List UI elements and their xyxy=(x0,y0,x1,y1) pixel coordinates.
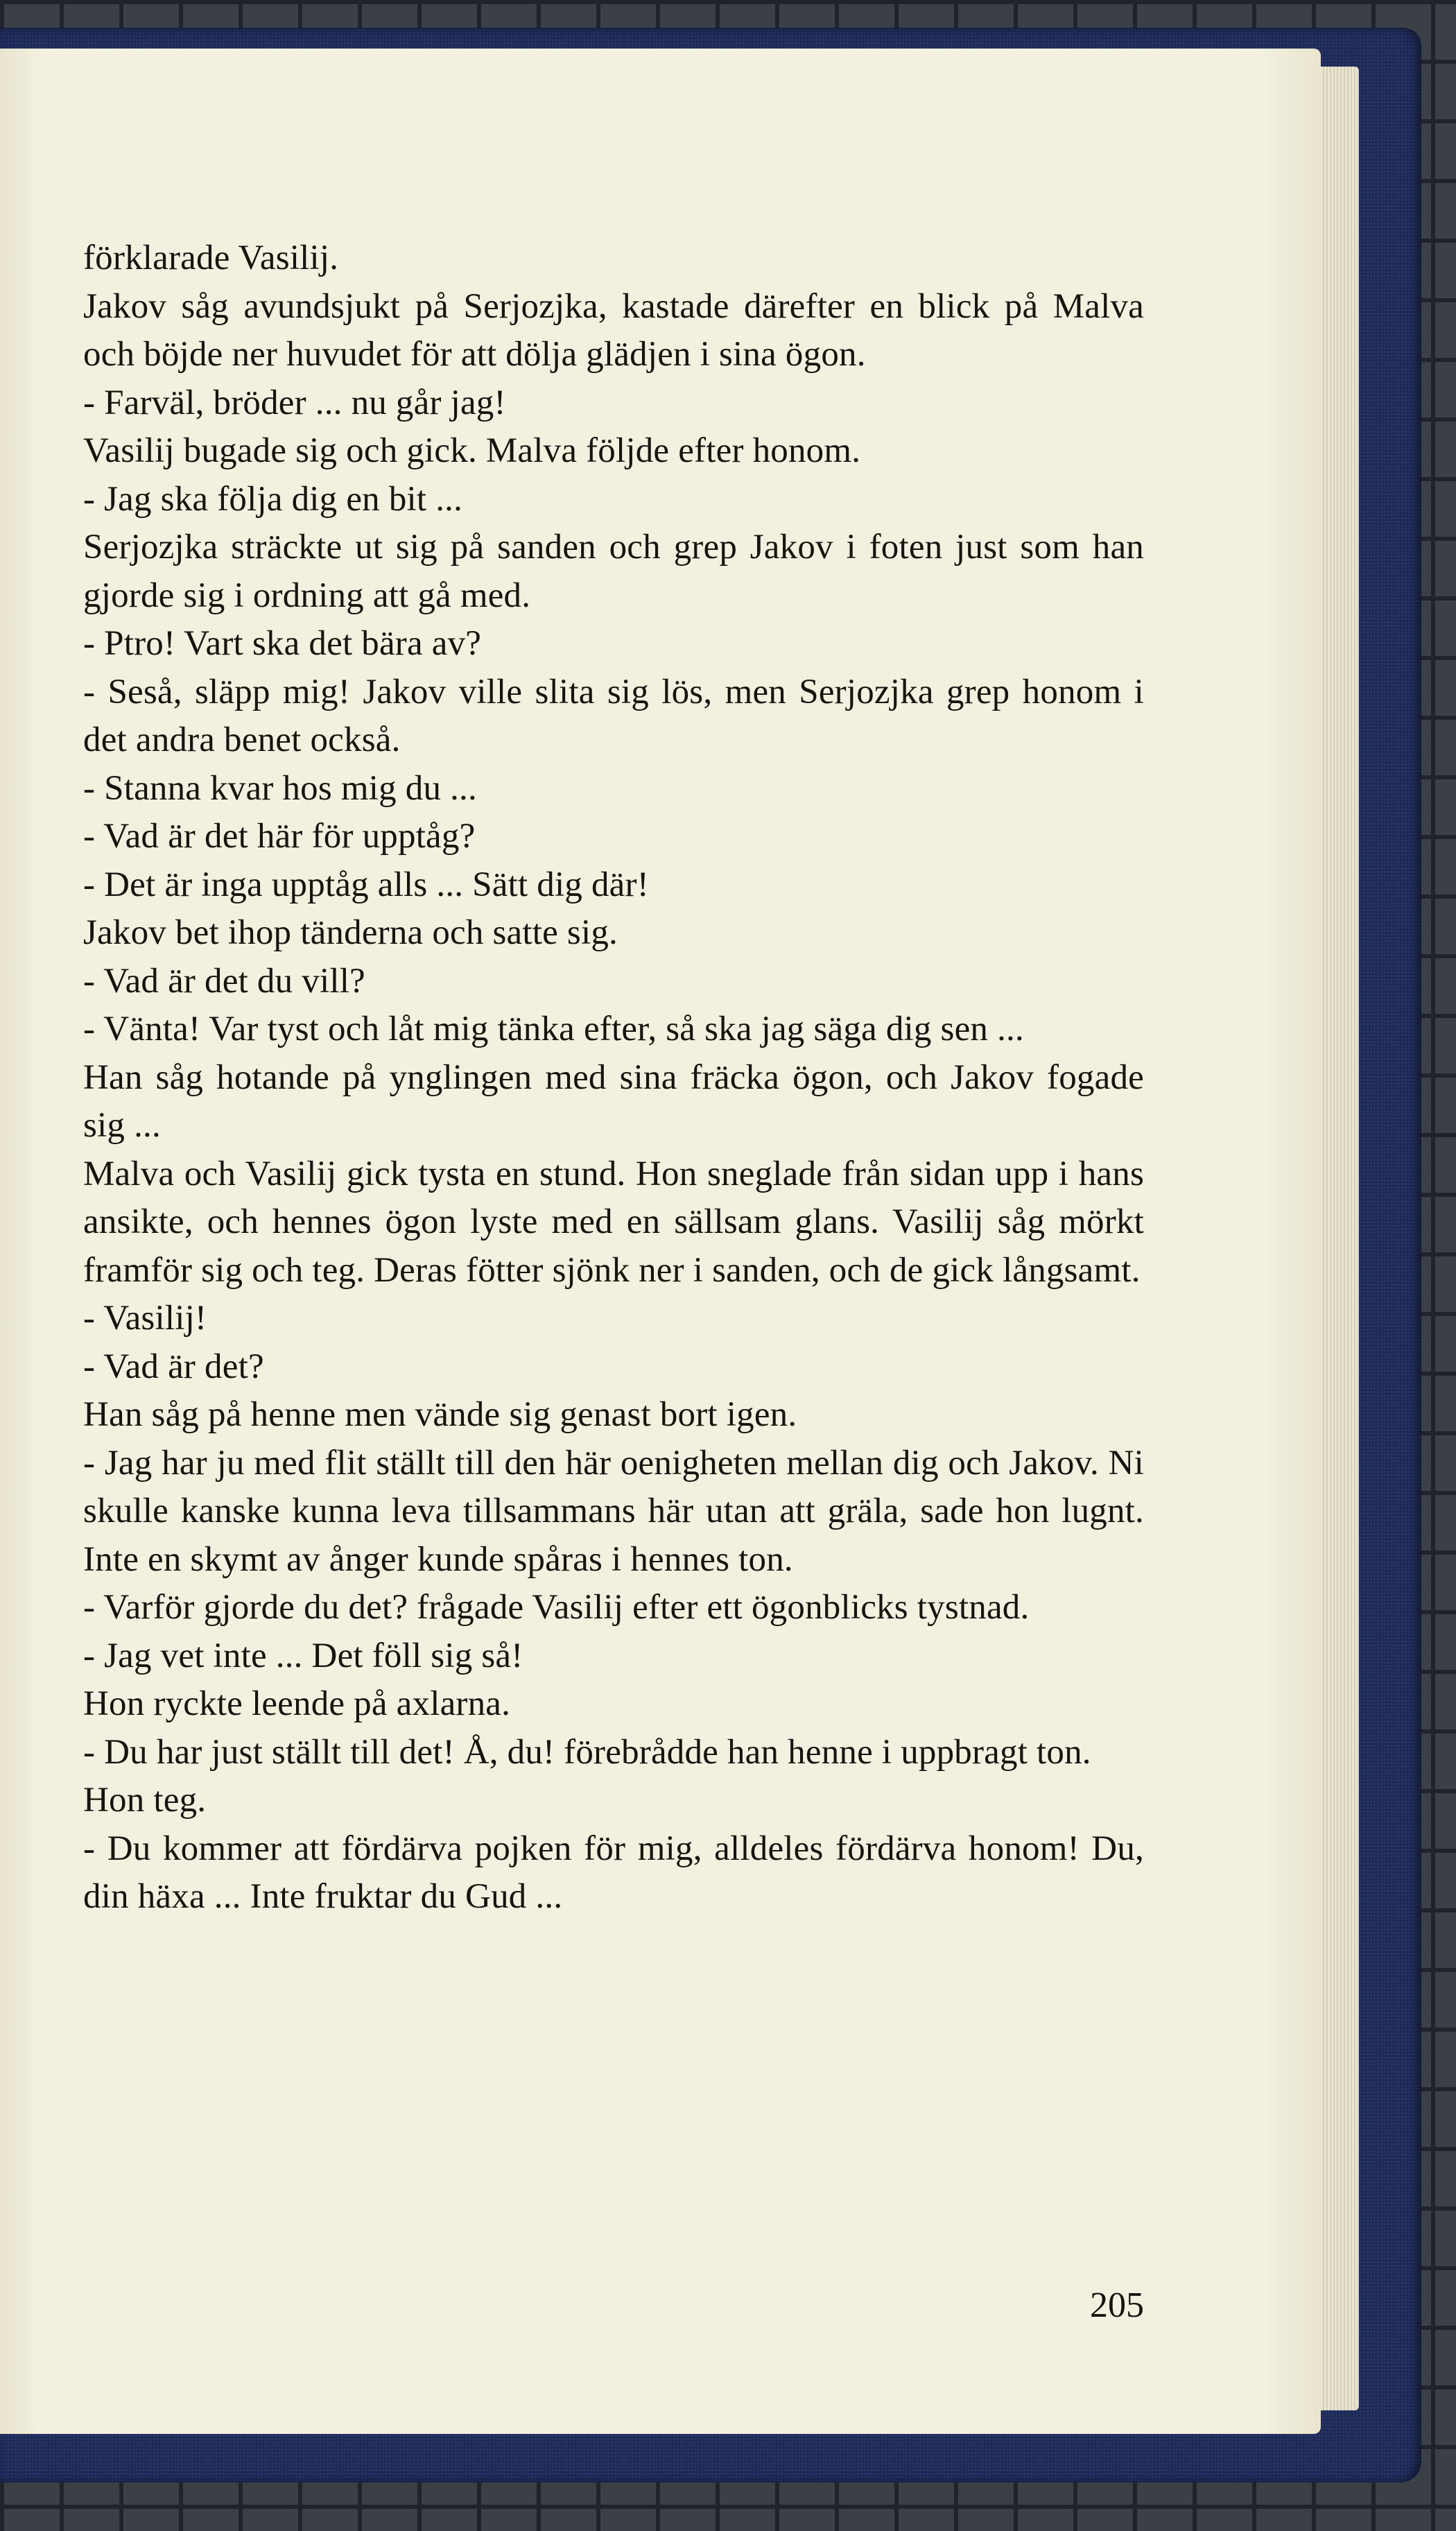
paragraph: - Jag vet inte ... Det föll sig så! xyxy=(83,1636,523,1675)
paragraph: - Jag har ju med flit ställt till den här oenigheten mellan dig och Jakov. Ni skulle kanske kunna leva tillsammans här utan att gräla, sade hon lugnt. Inte en skymt av ånger kunde spåras i hennes ton. xyxy=(83,1443,1144,1579)
paragraph: Hon teg. xyxy=(83,1781,207,1820)
paragraph: - Vad är det? xyxy=(83,1347,264,1386)
paragraph: Han såg på henne men vände sig genast bort igen. xyxy=(83,1395,797,1434)
paragraph: - Seså, släpp mig! Jakov ville slita sig lös, men Serjozjka grep honom i det andra benet också. xyxy=(83,672,1144,759)
paragraph: Jakov bet ihop tänderna och satte sig. xyxy=(83,913,618,952)
page-number: 205 xyxy=(1090,2286,1144,2325)
paragraph: - Jag ska följa dig en bit ... xyxy=(83,479,463,519)
paragraph: Serjozjka sträckte ut sig på sanden och grep Jakov i foten just som han gjorde sig i ordning att gå med. xyxy=(83,528,1144,615)
paragraph: - Vänta! Var tyst och låt mig tänka efter, så ska jag säga dig sen ... xyxy=(83,1010,1024,1048)
paragraph: förklarade Vasilij. xyxy=(83,239,339,277)
paragraph: Han såg hotande på ynglingen med sina fräcka ögon, och Jakov fogade sig ... xyxy=(83,1057,1144,1145)
paragraph: - Vad är det du vill? xyxy=(83,961,365,1001)
paragraph: - Du har just ställt till det! Å, du! förebrådde han henne i uppbragt ton. xyxy=(83,1732,1091,1772)
paragraph: - Vad är det här för upptåg? xyxy=(83,817,476,856)
paragraph: - Du kommer att fördärva pojken för mig, alldeles fördärva honom! Du, din häxa ... Inte fruktar du Gud ... xyxy=(83,1829,1144,1916)
paragraph: Malva och Vasilij gick tysta en stund. Hon sneglade från sidan upp i hans ansikte, och hennes ögon lyste med en sällsam glans. Vasilij såg mörkt framför sig och teg. Deras fötter sjönk ner i sanden, och de gick långsamt. xyxy=(83,1154,1144,1290)
paragraph: Vasilij bugade sig och gick. Malva följde efter honom. xyxy=(83,431,861,470)
paragraph: - Farväl, bröder ... nu går jag! xyxy=(83,383,506,422)
body-text xyxy=(83,234,1144,1921)
paragraph: - Stanna kvar hos mig du ... xyxy=(83,768,477,808)
paragraph: - Varför gjorde du det? frågade Vasilij efter ett ögonblicks tystnad. xyxy=(83,1588,1030,1627)
paragraph: - Ptro! Vart ska det bära av? xyxy=(83,624,482,663)
paragraph: Jakov såg avundsjukt på Serjozjka, kastade därefter en blick på Malva och böjde ner huvudet för att dölja glädjen i sina ögon. xyxy=(83,286,1144,374)
book-page xyxy=(0,49,1321,2434)
paragraph: Hon ryckte leende på axlarna. xyxy=(83,1684,511,1723)
paragraph: - Vasilij! xyxy=(83,1299,207,1338)
paragraph: - Det är inga upptåg alls ... Sätt dig där! xyxy=(83,865,649,904)
